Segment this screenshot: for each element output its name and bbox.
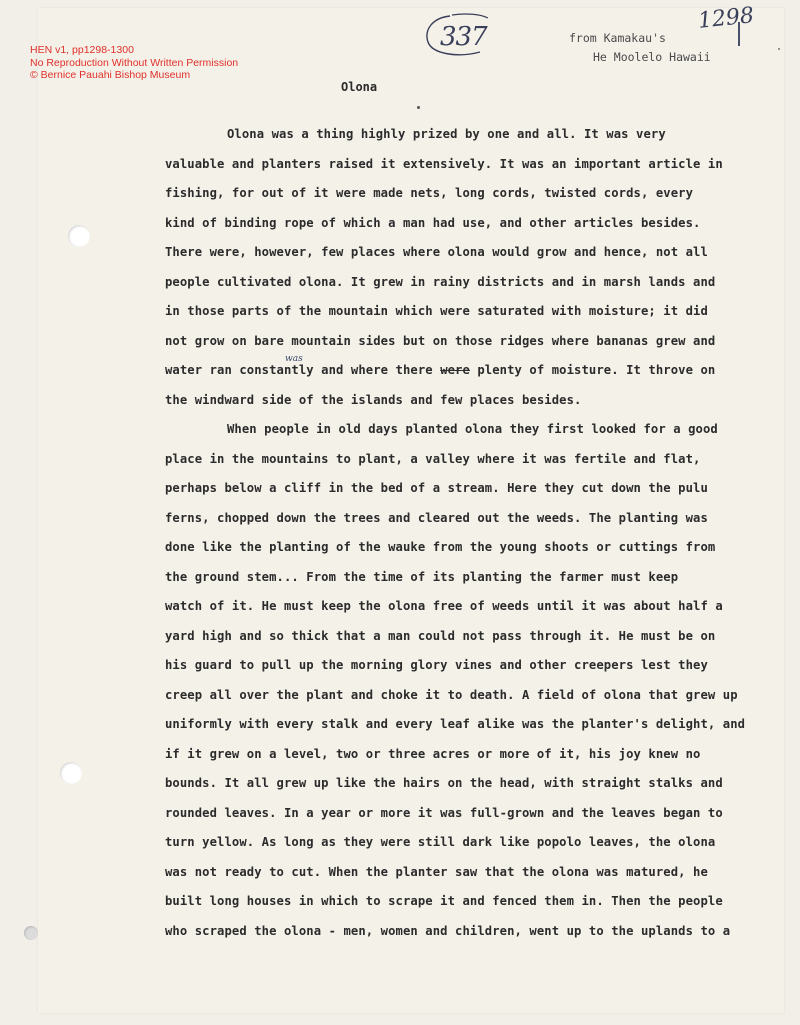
text-line: There were, however, few places where olona would grow and hence, not all <box>165 245 708 259</box>
text-line: who scraped the olona - men, women and children, went up to the uplands to a <box>165 923 731 938</box>
text-line: place in the mountains to plant, a valley where it was fertile and flat, <box>165 451 701 466</box>
text-line: When people in old days planted olona they first looked for a good <box>227 422 718 436</box>
text-line: the windward side of the islands and few places besides. <box>165 392 582 407</box>
text-line: the ground stem... From the time of its planting the farmer must keep <box>165 569 679 584</box>
source-line-1: from Kamakau's <box>569 31 666 45</box>
struck-word: were <box>440 363 470 377</box>
text-line: built long houses in which to scrape it and fenced them in. Then the people <box>165 894 723 908</box>
text-line: in those parts of the mountain which were saturated with moisture; it did <box>165 304 708 318</box>
text-line: kind of binding rope of which a man had use, and other articles besides. <box>165 215 701 230</box>
text-line: not grow on bare mountain sides but on those ridges where bananas grew and <box>165 333 716 348</box>
handwritten-page-number: 1298 <box>696 3 756 34</box>
text-line: watch of it. He must keep the olona free of weeds until it was about half a <box>165 599 723 613</box>
text-line: if it grew on a level, two or three acres or more of it, his joy knew no <box>165 746 701 761</box>
punch-hole <box>24 926 38 940</box>
notice-line-1: HEN v1, pp1298-1300 <box>30 44 134 56</box>
text-line: his guard to pull up the morning glory vines and other creepers lest they <box>165 658 708 672</box>
stray-dot <box>417 106 420 109</box>
text-line: ferns, chopped down the trees and cleared out the weeds. The planting was <box>165 510 708 525</box>
notice-line-2: No Reproduction Without Written Permission <box>30 56 239 69</box>
folio-number: 337 <box>440 22 487 52</box>
text-segment: water ran constantly and where there <box>165 363 441 377</box>
text-line: uniformly with every stalk and every leaf alike was the planter's delight, and <box>165 717 746 731</box>
text-line: bounds. It all grew up like the hairs on the head, with straight stalks and <box>165 776 723 790</box>
source-line-2: He Moolelo Hawaii <box>593 50 711 64</box>
text-line: fishing, for out of it were made nets, long cords, twisted cords, every <box>165 186 694 200</box>
handwritten-folio-number <box>422 12 500 60</box>
text-line: people cultivated olona. It grew in rainy districts and in marsh lands and <box>165 274 716 289</box>
text-line: yard high and so thick that a man could not pass through it. He must be on <box>165 628 716 643</box>
text-segment: plenty of moisture. It throve on <box>469 363 716 377</box>
text-line: done like the planting of the wauke from the young shoots or cuttings from <box>165 540 716 554</box>
source-attribution <box>569 29 711 67</box>
text-line: perhaps below a cliff in the bed of a stream. Here they cut down the pulu <box>165 481 708 495</box>
paragraph-1 <box>165 120 765 415</box>
document-title: Olona <box>341 80 378 94</box>
copyright-notice <box>30 44 238 82</box>
text-line: was not ready to cut. When the planter saw that the olona was matured, he <box>165 864 708 879</box>
text-line: rounded leaves. In a year or more it was full-grown and the leaves began to <box>165 805 723 820</box>
handwritten-insert: was <box>285 354 303 364</box>
paragraph-2 <box>165 415 765 946</box>
punch-hole <box>68 225 90 247</box>
text-line: creep all over the plant and choke it to death. A field of olona that grew up <box>165 687 738 702</box>
stray-mark <box>778 48 780 50</box>
document-body <box>165 120 765 946</box>
punch-hole <box>60 762 82 784</box>
notice-line-3: © Bernice Pauahi Bishop Museum <box>30 69 191 81</box>
text-line-with-correction <box>165 356 765 386</box>
text-line: valuable and planters raised it extensively. It was an important article in <box>165 156 723 171</box>
text-line: turn yellow. As long as they were still dark like popolo leaves, the olona <box>165 835 716 849</box>
text-line: Olona was a thing highly prized by one and all. It was very <box>227 127 666 141</box>
